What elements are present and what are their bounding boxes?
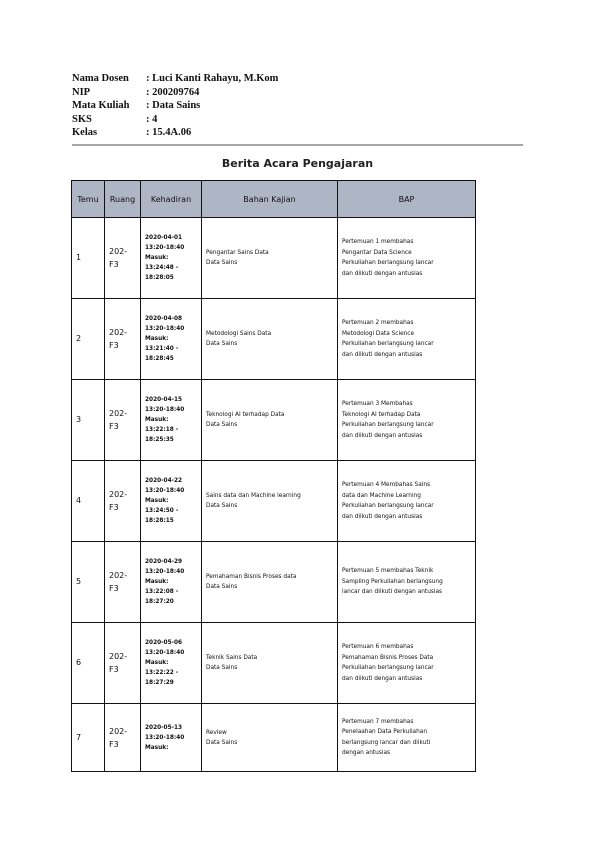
bap-cell: Pertemuan 7 membahas Penelaahan Data Perkuliahan berlangsung lancar dan diikuti dengan antusias bbox=[338, 704, 476, 772]
temu-cell: 5 bbox=[72, 542, 105, 623]
ruang-cell: 202- F3 bbox=[105, 218, 141, 299]
bahan-kajian-cell bbox=[202, 299, 338, 380]
info-label: Mata Kuliah bbox=[72, 100, 130, 111]
info-label: Kelas bbox=[72, 127, 98, 138]
info-row-sks bbox=[72, 113, 278, 127]
info-label: SKS bbox=[72, 113, 92, 125]
bahan-kajian-course: Data Sains bbox=[206, 503, 238, 509]
bahan-kajian-cell bbox=[202, 380, 338, 461]
info-value: : Data Sains bbox=[146, 100, 201, 111]
table-row bbox=[72, 542, 476, 623]
temu-cell: 1 bbox=[72, 218, 105, 299]
kehadiran-cell: 2020-04-01 13:20-18:40 Masuk: 13:24:48 - 18:28:05 bbox=[141, 218, 202, 299]
bahan-kajian-cell bbox=[202, 461, 338, 542]
bahan-kajian-course: Data Sains bbox=[206, 665, 238, 671]
info-value: : Luci Kanti Rahayu, M.Kom bbox=[146, 73, 279, 84]
bahan-kajian-course: Data Sains bbox=[206, 260, 238, 266]
info-label: Nama Dosen bbox=[72, 73, 129, 84]
bahan-kajian-topic: Pemahaman Bisnis Proses data bbox=[206, 574, 297, 580]
table-row bbox=[72, 623, 476, 704]
bahan-kajian-cell bbox=[202, 218, 338, 299]
temu-cell: 4 bbox=[72, 461, 105, 542]
ruang-cell: 202- F3 bbox=[105, 623, 141, 704]
bahan-kajian-course: Data Sains bbox=[206, 584, 238, 590]
kehadiran-cell: 2020-04-15 13:20-18:40 Masuk: 13:22:18 - 18:25:35 bbox=[141, 380, 202, 461]
header-bap: BAP bbox=[338, 181, 476, 218]
ruang-cell: 202- F3 bbox=[105, 542, 141, 623]
kehadiran-cell: 2020-04-08 13:20-18:40 Masuk: 13:21:40 - 18:28:45 bbox=[141, 299, 202, 380]
table-row bbox=[72, 218, 476, 299]
info-row-dosen bbox=[72, 72, 278, 86]
bap-cell: Pertemuan 6 membahas Pemahaman Bisnis Proses Data Perkuliahan berlangsung lancar dan diikuti dengan antusias bbox=[338, 623, 476, 704]
header-temu: Temu bbox=[72, 181, 105, 218]
lecturer-info bbox=[72, 72, 278, 140]
bahan-kajian-topic: Teknologi AI terhadap Data bbox=[206, 412, 285, 418]
temu-cell: 6 bbox=[72, 623, 105, 704]
info-row-kelas bbox=[72, 126, 278, 140]
info-row-matakuliah bbox=[72, 99, 278, 113]
table-row bbox=[72, 704, 476, 772]
table-row bbox=[72, 380, 476, 461]
bahan-kajian-cell bbox=[202, 704, 338, 772]
temu-cell: 2 bbox=[72, 299, 105, 380]
header-bahan-kajian: Bahan Kajian bbox=[202, 181, 338, 218]
ruang-cell: 202- F3 bbox=[105, 461, 141, 542]
table-header-row bbox=[72, 181, 476, 218]
teaching-record-table bbox=[71, 180, 476, 772]
bahan-kajian-cell bbox=[202, 623, 338, 704]
ruang-cell: 202- F3 bbox=[105, 380, 141, 461]
kehadiran-cell: 2020-04-29 13:20-18:40 Masuk: 13:22:08 - 18:27:20 bbox=[141, 542, 202, 623]
header-ruang: Ruang bbox=[105, 181, 141, 218]
bap-cell: Pertemuan 3 Membahas Teknologi AI terhadap Data Perkuliahan berlangsung lancar dan diikuti dengan antusias bbox=[338, 380, 476, 461]
ruang-cell: 202- F3 bbox=[105, 299, 141, 380]
bahan-kajian-topic: Sains data dan Machine learning bbox=[206, 493, 301, 499]
table-row bbox=[72, 299, 476, 380]
temu-cell: 3 bbox=[72, 380, 105, 461]
bap-cell: Pertemuan 1 membahas Pengantar Data Science Perkuliahan berlangsung lancar dan diikuti dengan antusias bbox=[338, 218, 476, 299]
bahan-kajian-course: Data Sains bbox=[206, 739, 238, 746]
bap-cell: Pertemuan 2 membahas Metodologi Data Science Perkuliahan berlangsung lancar dan diikuti dengan antusias bbox=[338, 299, 476, 380]
header-kehadiran: Kehadiran bbox=[141, 181, 202, 218]
header-divider bbox=[72, 144, 523, 146]
bahan-kajian-topic: Teknik Sains Data bbox=[206, 655, 258, 661]
bahan-kajian-topic: Review bbox=[206, 729, 227, 736]
bahan-kajian-cell bbox=[202, 542, 338, 623]
info-value: : 15.4A.06 bbox=[146, 127, 192, 138]
bahan-kajian-topic: Metodologi Sains Data bbox=[206, 331, 272, 337]
info-value: : 4 bbox=[146, 113, 158, 125]
bahan-kajian-course: Data Sains bbox=[206, 341, 238, 347]
ruang-cell: 202- F3 bbox=[105, 704, 141, 772]
table-row bbox=[72, 461, 476, 542]
info-value: : 200209764 bbox=[146, 86, 200, 98]
kehadiran-cell: 2020-05-06 13:20-18:40 Masuk: 13:22:22 - 18:27:29 bbox=[141, 623, 202, 704]
kehadiran-cell: 2020-05-13 13:20-18:40 Masuk: bbox=[141, 704, 202, 772]
kehadiran-cell: 2020-04-22 13:20-18:40 Masuk: 13:24:50 - 18:28:15 bbox=[141, 461, 202, 542]
bahan-kajian-course: Data Sains bbox=[206, 422, 238, 428]
bahan-kajian-topic: Pengantar Sains Data bbox=[206, 250, 269, 256]
temu-cell: 7 bbox=[72, 704, 105, 772]
info-label: NIP bbox=[72, 86, 91, 98]
bap-cell: Pertemuan 4 Membahas Sains data dan Machine Learning Perkuliahan berlangsung lancar dan diikuti dengan antusias bbox=[338, 461, 476, 542]
info-row-nip bbox=[72, 86, 278, 100]
bap-cell: Pertemuan 5 membahas Teknik Sampling Perkuliahan berlangsung lancar dan diikuti dengan antusias bbox=[338, 542, 476, 623]
document-title: Berita Acara Pengajaran bbox=[221, 157, 374, 170]
